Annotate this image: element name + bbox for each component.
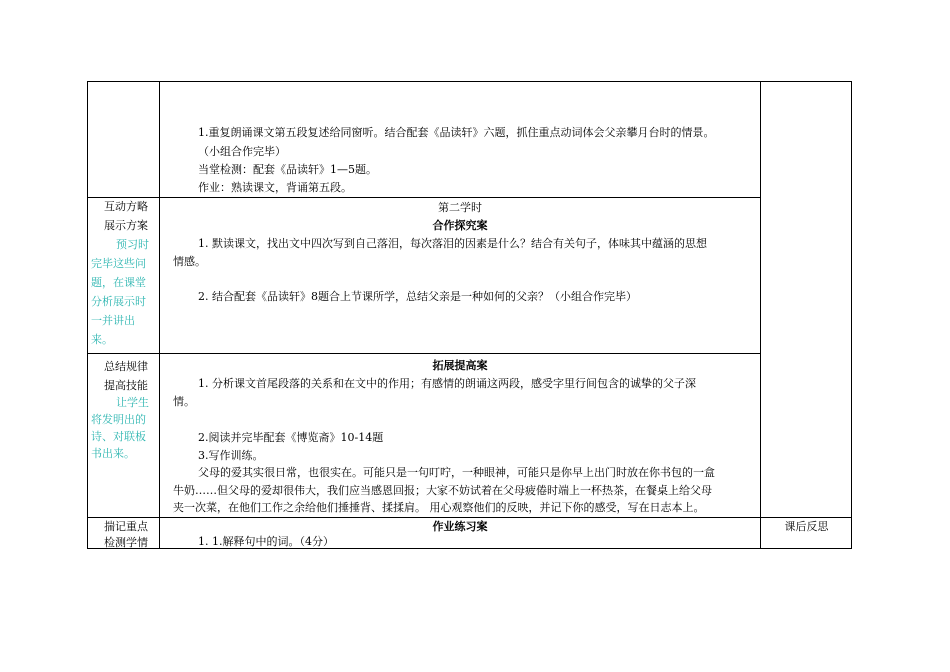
row3-paragraph-line1: 父母的爱其实很日常，也很实在。可能只是一句叮咛，一种眼神，可能只是你早上出门时放在你书包的一盒 [198, 466, 715, 479]
row2-period: 第二学时 [438, 201, 482, 214]
row3-paragraph-line3: 夹一次菜，在他们工作之余给他们捶捶背、揉揉肩。 用心观察他们的反映，并记下你的感受，写在日志本上。 [173, 501, 705, 514]
row4-q1: 1. 1.解释句中的词。（4分） [198, 535, 334, 548]
row2-heading: 合作探究案 [432, 219, 488, 232]
row3-q1-line2: 情。 [173, 395, 195, 408]
row3-q1-line1: 1. 分析课文首尾段落的关系和在文中的作用；有感情的朗诵这两段，感受字里行间包含的诚挚的父子深 [198, 377, 696, 390]
row3-q2: 2.阅读并完毕配套《博览斋》10-14题 [198, 431, 384, 444]
row3-heading: 拓展提高案 [432, 359, 488, 372]
row3-label-line2: 提高技能 [104, 379, 148, 392]
row2-note-1: 预习时 [116, 238, 149, 251]
row2-note-2: 完毕这些问 [91, 257, 146, 270]
row2-q1-line1: 1. 默读课文，找出文中四次写到自己落泪，每次落泪的因素是什么？结合有关句子，体味其中蕴涵的思想 [198, 237, 707, 250]
row2-q2: 2. 结合配套《品读轩》8题合上节课所学，总结父亲是一种如何的父亲？（小组合作完毕） [198, 290, 637, 303]
row1-line4: 作业：熟读课文，背诵第五段。 [198, 181, 352, 194]
row1-line2: （小组合作完毕） [198, 145, 286, 158]
row3-label-line1: 总结规律 [104, 360, 148, 373]
row-divider-2 [87, 353, 760, 354]
row4-heading: 作业练习案 [432, 520, 488, 533]
row3-paragraph-line2: 牛奶……但父母的爱却很伟大，我们应当感恩回报；大家不妨试着在父母疲倦时端上一杯热茶，在餐桌上给父母 [173, 484, 712, 497]
row2-note-4: 分析展示时 [91, 295, 146, 308]
row2-note-6: 来。 [91, 333, 113, 346]
after-class-reflection: 课后反思 [784, 520, 829, 533]
row3-note-1: 让学生 [116, 396, 149, 409]
row3-q3: 3.写作训练。 [198, 449, 264, 462]
row2-label-line1: 互动方略 [104, 200, 148, 213]
row2-note-3: 题，在课堂 [91, 276, 146, 289]
column-divider-left [159, 81, 160, 549]
row1-line3: 当堂检测：配套《品读轩》1—5题。 [198, 163, 377, 176]
column-divider-right [760, 81, 761, 549]
row3-note-3: 诗、对联板 [91, 430, 146, 443]
row4-label-line2: 检测学情 [104, 536, 148, 549]
row2-label-line2: 展示方案 [104, 219, 148, 232]
row1-line1: 1.重复朗诵课文第五段复述给同窗听。结合配套《品读轩》六题，抓住重点动词体会父亲攀月台时的情景。 [198, 126, 715, 139]
row3-note-2: 将发明出的 [91, 413, 146, 426]
row2-q1-line2: 情感。 [173, 255, 206, 268]
row4-label-line1: 揣记重点 [104, 520, 148, 533]
row2-note-5: 一并讲出 [91, 314, 135, 327]
row3-note-4: 书出来。 [91, 447, 135, 460]
